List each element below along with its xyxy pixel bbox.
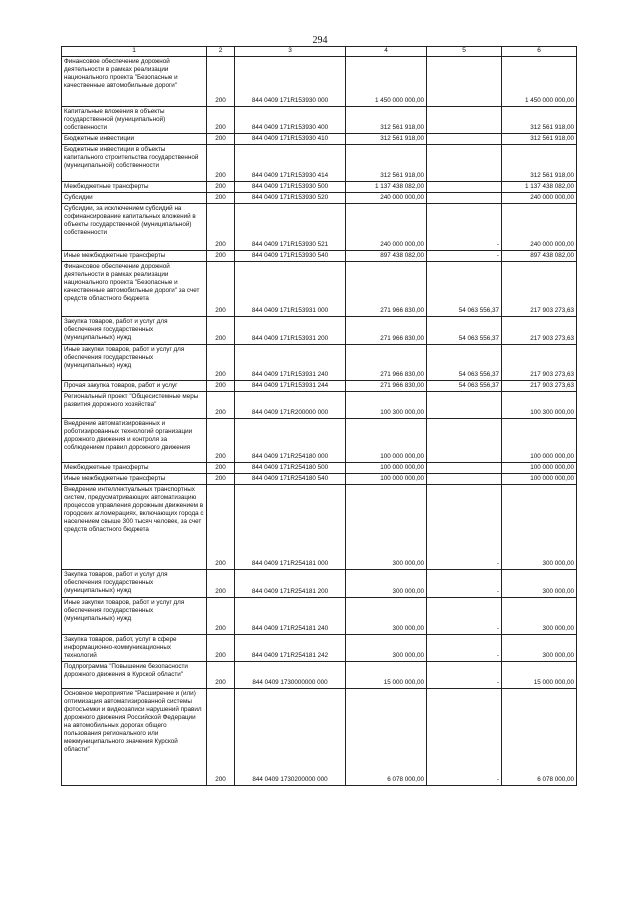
row-name: Закупка товаров, работ и услуг для обеспечения государственных (муниципальных) нужд (62, 570, 207, 598)
row-amount-col6: 300 000,00 (502, 570, 577, 598)
row-amount-col4: 100 000 000,00 (346, 463, 427, 474)
row-amount-col6: 312 561 918,00 (502, 145, 577, 182)
table-row (62, 262, 577, 317)
row-ved-code: 200 (207, 251, 235, 262)
row-ved-code: 200 (207, 419, 235, 463)
table-row (62, 570, 577, 598)
row-amount-col5 (427, 182, 502, 193)
row-amount-col4: 100 000 000,00 (346, 474, 427, 485)
row-amount-col5 (427, 107, 502, 134)
row-ved-code: 200 (207, 262, 235, 317)
row-name: Региональный проект "Общесистемные меры развития дорожного хозяйства" (62, 392, 207, 419)
table-row (62, 635, 577, 662)
table-row (62, 317, 577, 345)
header-cell-1: 1 (62, 47, 207, 57)
row-budget-code: 844 0409 171R200000 000 (235, 392, 346, 419)
row-budget-code: 844 0409 1730000000 000 (235, 662, 346, 689)
row-ved-code: 200 (207, 134, 235, 145)
row-ved-code: 200 (207, 392, 235, 419)
row-name: Капитальные вложения в объекты государственной (муниципальной) собственности (62, 107, 207, 134)
table-row (62, 474, 577, 485)
row-ved-code: 200 (207, 57, 235, 107)
row-budget-code: 844 0409 171R254180 000 (235, 419, 346, 463)
row-amount-col5 (427, 57, 502, 107)
row-budget-code: 844 0409 171R254180 500 (235, 463, 346, 474)
row-amount-col5: - (427, 570, 502, 598)
row-name: Закупка товаров, работ и услуг для обеспечения государственных (муниципальных) нужд (62, 317, 207, 345)
row-ved-code: 200 (207, 598, 235, 635)
table-row (62, 134, 577, 145)
table-row (62, 107, 577, 134)
row-name: Бюджетные инвестиции (62, 134, 207, 145)
row-amount-col6: 300 000,00 (502, 598, 577, 635)
row-amount-col6: 100 300 000,00 (502, 392, 577, 419)
row-ved-code: 200 (207, 485, 235, 570)
row-amount-col5 (427, 474, 502, 485)
row-amount-col4: 312 561 918,00 (346, 145, 427, 182)
row-name: Межбюджетные трансферты (62, 463, 207, 474)
table-header-row (62, 47, 577, 57)
row-amount-col6: 15 000 000,00 (502, 662, 577, 689)
row-ved-code: 200 (207, 182, 235, 193)
table-row (62, 463, 577, 474)
row-budget-code: 844 0409 1730200000 000 (235, 689, 346, 786)
page-number: 294 (312, 35, 328, 46)
table-row (62, 345, 577, 381)
table-row (62, 57, 577, 107)
header-cell-5: 5 (427, 47, 502, 57)
row-ved-code: 200 (207, 662, 235, 689)
row-budget-code: 844 0409 171R153930 400 (235, 107, 346, 134)
row-amount-col4: 15 000 000,00 (346, 662, 427, 689)
row-amount-col4: 100 000 000,00 (346, 419, 427, 463)
row-amount-col6: 240 000 000,00 (502, 204, 577, 251)
row-ved-code: 200 (207, 204, 235, 251)
row-ved-code: 200 (207, 570, 235, 598)
row-budget-code: 844 0409 171R153930 500 (235, 182, 346, 193)
table-row (62, 145, 577, 182)
row-budget-code: 844 0409 171R153931 000 (235, 262, 346, 317)
row-budget-code: 844 0409 171R153931 240 (235, 345, 346, 381)
row-amount-col4: 271 966 830,00 (346, 381, 427, 392)
row-amount-col6: 897 438 082,00 (502, 251, 577, 262)
row-amount-col5: - (427, 598, 502, 635)
row-budget-code: 844 0409 171R254181 240 (235, 598, 346, 635)
budget-table (61, 46, 577, 786)
row-amount-col5 (427, 145, 502, 182)
row-amount-col5: - (427, 689, 502, 786)
row-budget-code: 844 0409 171R153930 414 (235, 145, 346, 182)
row-amount-col4: 1 137 438 082,00 (346, 182, 427, 193)
row-amount-col4: 240 000 000,00 (346, 193, 427, 204)
row-amount-col6: 100 000 000,00 (502, 463, 577, 474)
row-amount-col5: 54 063 556,37 (427, 262, 502, 317)
table-row (62, 392, 577, 419)
row-ved-code: 200 (207, 689, 235, 786)
row-amount-col4: 240 000 000,00 (346, 204, 427, 251)
row-amount-col6: 1 450 000 000,00 (502, 57, 577, 107)
table-row (62, 204, 577, 251)
row-budget-code: 844 0409 171R153930 000 (235, 57, 346, 107)
row-name: Субсидии (62, 193, 207, 204)
row-amount-col6: 300 000,00 (502, 485, 577, 570)
row-name: Закупка товаров, работ, услуг в сфере информационно-коммуникационных технологий (62, 635, 207, 662)
row-amount-col5 (427, 392, 502, 419)
table-row (62, 193, 577, 204)
table-row (62, 251, 577, 262)
row-amount-col5: - (427, 485, 502, 570)
table-row (62, 419, 577, 463)
row-amount-col4: 312 561 918,00 (346, 107, 427, 134)
row-ved-code: 200 (207, 193, 235, 204)
table-row (62, 662, 577, 689)
row-amount-col5: - (427, 251, 502, 262)
header-cell-3: 3 (235, 47, 346, 57)
row-budget-code: 844 0409 171R153931 200 (235, 317, 346, 345)
row-amount-col4: 271 966 830,00 (346, 345, 427, 381)
row-amount-col4: 300 000,00 (346, 485, 427, 570)
table-row (62, 381, 577, 392)
row-ved-code: 200 (207, 381, 235, 392)
row-name: Субсидии, за исключением субсидий на софинансирование капитальных вложений в объекты государственной (муниципальной) собственности (62, 204, 207, 251)
row-amount-col4: 300 000,00 (346, 598, 427, 635)
header-cell-2: 2 (207, 47, 235, 57)
row-amount-col6: 312 561 918,00 (502, 107, 577, 134)
row-ved-code: 200 (207, 145, 235, 182)
row-budget-code: 844 0409 171R254180 540 (235, 474, 346, 485)
row-amount-col5: - (427, 662, 502, 689)
row-amount-col5: 54 063 556,37 (427, 317, 502, 345)
row-ved-code: 200 (207, 463, 235, 474)
row-name: Основное мероприятие "Расширение и (или) оптимизация автоматизированной системы фотосъемки и видеозаписи нарушений правил дорожного движения Российской Федерации на автомобильных дорогах общего пользования регионального или межмуниципального значения Курской области" (62, 689, 207, 786)
row-name: Внедрение интеллектуальных транспортных систем, предусматривающих автоматизацию процессов управления дорожным движением в городских агломерациях, включающих города с населением свыше 300 тысяч человек, за счет средств областного бюджета (62, 485, 207, 570)
row-amount-col6: 217 903 273,63 (502, 317, 577, 345)
row-budget-code: 844 0409 171R153931 244 (235, 381, 346, 392)
row-amount-col6: 100 000 000,00 (502, 419, 577, 463)
header-cell-4: 4 (346, 47, 427, 57)
row-amount-col5 (427, 463, 502, 474)
row-name: Прочая закупка товаров, работ и услуг (62, 381, 207, 392)
row-name: Финансовое обеспечение дорожной деятельности в рамках реализации национального проекта "Безопасные и качественные автомобильные дороги" (62, 57, 207, 107)
table-row (62, 689, 577, 786)
row-budget-code: 844 0409 171R153930 520 (235, 193, 346, 204)
row-amount-col6: 240 000 000,00 (502, 193, 577, 204)
row-amount-col5 (427, 193, 502, 204)
row-name: Подпрограмма "Повышение безопасности дорожного движения в Курской области" (62, 662, 207, 689)
row-amount-col6: 312 561 918,00 (502, 134, 577, 145)
row-amount-col4: 1 450 000 000,00 (346, 57, 427, 107)
row-amount-col6: 100 000 000,00 (502, 474, 577, 485)
table-row (62, 485, 577, 570)
row-ved-code: 200 (207, 345, 235, 381)
row-amount-col5: - (427, 204, 502, 251)
row-amount-col6: 300 000,00 (502, 635, 577, 662)
row-budget-code: 844 0409 171R254181 242 (235, 635, 346, 662)
row-amount-col6: 6 078 000,00 (502, 689, 577, 786)
row-amount-col4: 271 966 830,00 (346, 317, 427, 345)
row-amount-col5: - (427, 635, 502, 662)
header-cell-6: 6 (502, 47, 577, 57)
row-name: Иные закупки товаров, работ и услуг для обеспечения государственных (муниципальных) нужд (62, 598, 207, 635)
row-amount-col4: 300 000,00 (346, 570, 427, 598)
row-amount-col4: 312 561 918,00 (346, 134, 427, 145)
row-amount-col4: 897 438 082,00 (346, 251, 427, 262)
row-name: Бюджетные инвестиции в объекты капитального строительства государственной (муниципальной) собственности (62, 145, 207, 182)
row-budget-code: 844 0409 171R153930 410 (235, 134, 346, 145)
row-ved-code: 200 (207, 635, 235, 662)
row-budget-code: 844 0409 171R153930 540 (235, 251, 346, 262)
row-amount-col6: 217 903 273,63 (502, 262, 577, 317)
row-amount-col5 (427, 419, 502, 463)
table-row (62, 182, 577, 193)
row-name: Иные межбюджетные трансферты (62, 251, 207, 262)
row-name: Иные межбюджетные трансферты (62, 474, 207, 485)
row-amount-col6: 217 903 273,63 (502, 345, 577, 381)
row-amount-col4: 271 966 830,00 (346, 262, 427, 317)
row-amount-col5: 54 063 556,37 (427, 345, 502, 381)
row-amount-col6: 1 137 438 082,00 (502, 182, 577, 193)
row-ved-code: 200 (207, 317, 235, 345)
table-row (62, 598, 577, 635)
row-name: Иные закупки товаров, работ и услуг для обеспечения государственных (муниципальных) нужд (62, 345, 207, 381)
row-ved-code: 200 (207, 474, 235, 485)
row-amount-col4: 100 300 000,00 (346, 392, 427, 419)
row-amount-col6: 217 903 273,63 (502, 381, 577, 392)
row-name: Финансовое обеспечение дорожной деятельности в рамках реализации национального проекта "Безопасные и качественные автомобильные дороги" за счет средств областного бюджета (62, 262, 207, 317)
row-amount-col5 (427, 134, 502, 145)
row-budget-code: 844 0409 171R153930 521 (235, 204, 346, 251)
row-name: Межбюджетные трансферты (62, 182, 207, 193)
row-amount-col4: 300 000,00 (346, 635, 427, 662)
row-amount-col5: 54 063 556,37 (427, 381, 502, 392)
row-amount-col4: 6 078 000,00 (346, 689, 427, 786)
row-budget-code: 844 0409 171R254181 000 (235, 485, 346, 570)
row-name: Внедрение автоматизированных и роботизированных технологий организации дорожного движения и контроля за соблюдением правил дорожного движения (62, 419, 207, 463)
row-ved-code: 200 (207, 107, 235, 134)
row-budget-code: 844 0409 171R254181 200 (235, 570, 346, 598)
